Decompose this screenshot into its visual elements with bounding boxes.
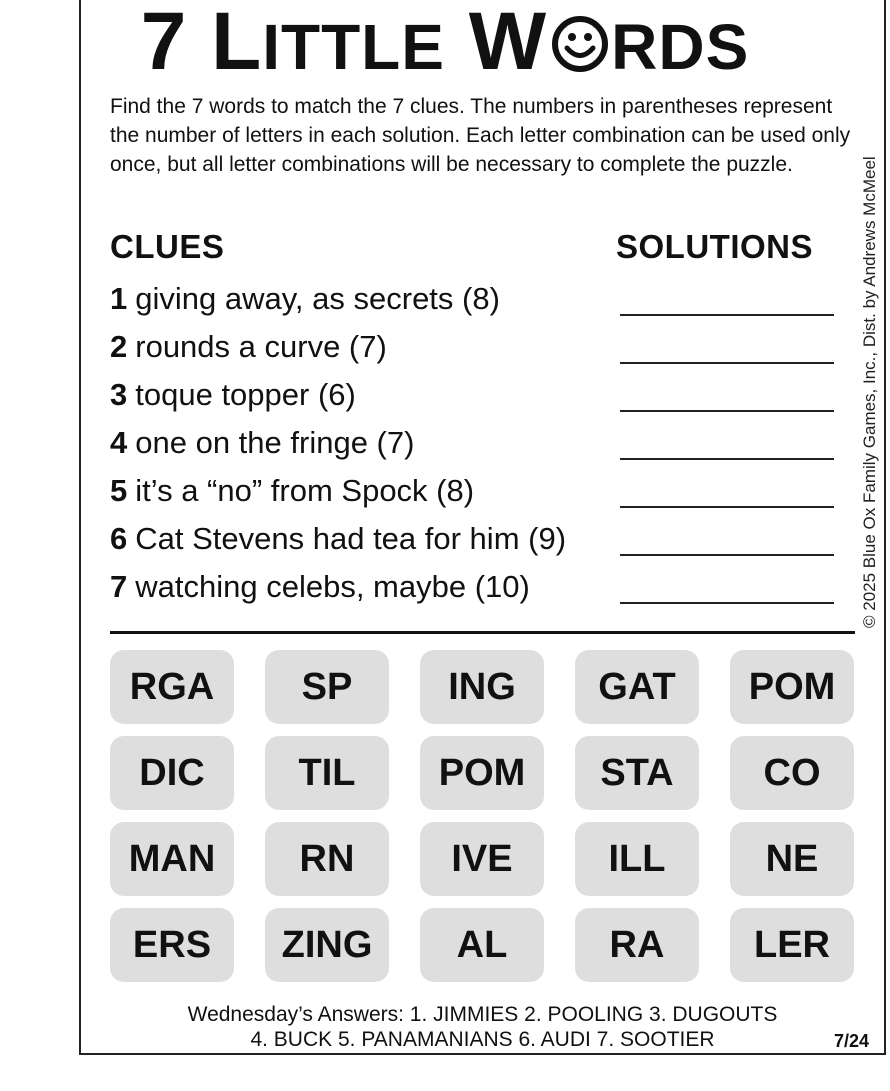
- clue-text: it’s a “no” from Spock (8): [135, 473, 475, 508]
- title-letter: L: [211, 0, 263, 87]
- clue-item: [110, 425, 414, 461]
- letter-tile[interactable]: POM: [730, 650, 854, 724]
- letter-tile[interactable]: RA: [575, 908, 699, 982]
- letter-tile[interactable]: RGA: [110, 650, 234, 724]
- divider: [110, 631, 855, 634]
- clue-item: [110, 473, 474, 509]
- previous-answers-line1: Wednesday’s Answers: 1. JIMMIES 2. POOLING 3. DUGOUTS: [187, 1003, 778, 1026]
- solution-blank[interactable]: [620, 362, 834, 364]
- letter-tile[interactable]: ILL: [575, 822, 699, 896]
- letter-tile[interactable]: DIC: [110, 736, 234, 810]
- solution-blank[interactable]: [620, 314, 834, 316]
- clue-number: 1: [110, 281, 128, 316]
- clue-number: 7: [110, 569, 128, 604]
- clue-item: [110, 329, 387, 365]
- letter-tile[interactable]: CO: [730, 736, 854, 810]
- puzzle-title: [0, 2, 890, 87]
- clue-text: Cat Stevens had tea for him (9): [135, 521, 567, 556]
- clue-text: rounds a curve (7): [135, 329, 387, 364]
- clue-item: [110, 521, 566, 557]
- solution-blank[interactable]: [620, 602, 834, 604]
- letter-tile[interactable]: ING: [420, 650, 544, 724]
- letter-tile[interactable]: ERS: [110, 908, 234, 982]
- clue-number: 6: [110, 521, 128, 556]
- clue-number: 3: [110, 377, 128, 412]
- clue-text: one on the fringe (7): [135, 425, 415, 460]
- letter-tile[interactable]: GAT: [575, 650, 699, 724]
- previous-answers-line2: 4. BUCK 5. PANAMANIANS 6. AUDI 7. SOOTIER: [250, 1028, 715, 1051]
- letter-tile[interactable]: MAN: [110, 822, 234, 896]
- solution-blank[interactable]: [620, 554, 834, 556]
- clue-text: watching celebs, maybe (10): [135, 569, 530, 604]
- clue-number: 5: [110, 473, 128, 508]
- title-number: 7: [140, 0, 188, 87]
- letter-tile[interactable]: AL: [420, 908, 544, 982]
- solutions-heading: SOLUTIONS: [616, 228, 814, 265]
- solution-blank[interactable]: [620, 410, 834, 412]
- clue-number: 4: [110, 425, 128, 460]
- clue-item: [110, 569, 530, 605]
- clue-text: giving away, as secrets (8): [135, 281, 500, 316]
- clue-text: toque topper (6): [135, 377, 356, 412]
- letter-tile[interactable]: IVE: [420, 822, 544, 896]
- letter-tile[interactable]: LER: [730, 908, 854, 982]
- clue-item: [110, 377, 356, 413]
- title-letters: ITTLE: [262, 11, 445, 83]
- clue-item: [110, 281, 500, 317]
- clue-number: 2: [110, 329, 128, 364]
- copyright-notice: © 2025 Blue Ox Family Games, Inc., Dist. by Andrews McMeel: [860, 156, 879, 628]
- puzzle-date: 7/24: [834, 1031, 870, 1051]
- letter-tile[interactable]: RN: [265, 822, 389, 896]
- letter-tile[interactable]: TIL: [265, 736, 389, 810]
- letter-tile[interactable]: STA: [575, 736, 699, 810]
- instructions: Find the 7 words to match the 7 clues. The numbers in parentheses represent the number of letters in each solution. Each letter combination can be used only once, but all letter combinations will be necessary to complete the puzzle.: [110, 95, 851, 176]
- letter-tile[interactable]: NE: [730, 822, 854, 896]
- solution-blank[interactable]: [620, 506, 834, 508]
- smiley-icon: [551, 15, 609, 73]
- letter-tile[interactable]: POM: [420, 736, 544, 810]
- clues-heading: CLUES: [110, 228, 225, 265]
- letter-tile[interactable]: SP: [265, 650, 389, 724]
- letter-tile[interactable]: ZING: [265, 908, 389, 982]
- solution-blank[interactable]: [620, 458, 834, 460]
- title-letters: RDS: [611, 11, 750, 83]
- title-letter: W: [468, 0, 548, 87]
